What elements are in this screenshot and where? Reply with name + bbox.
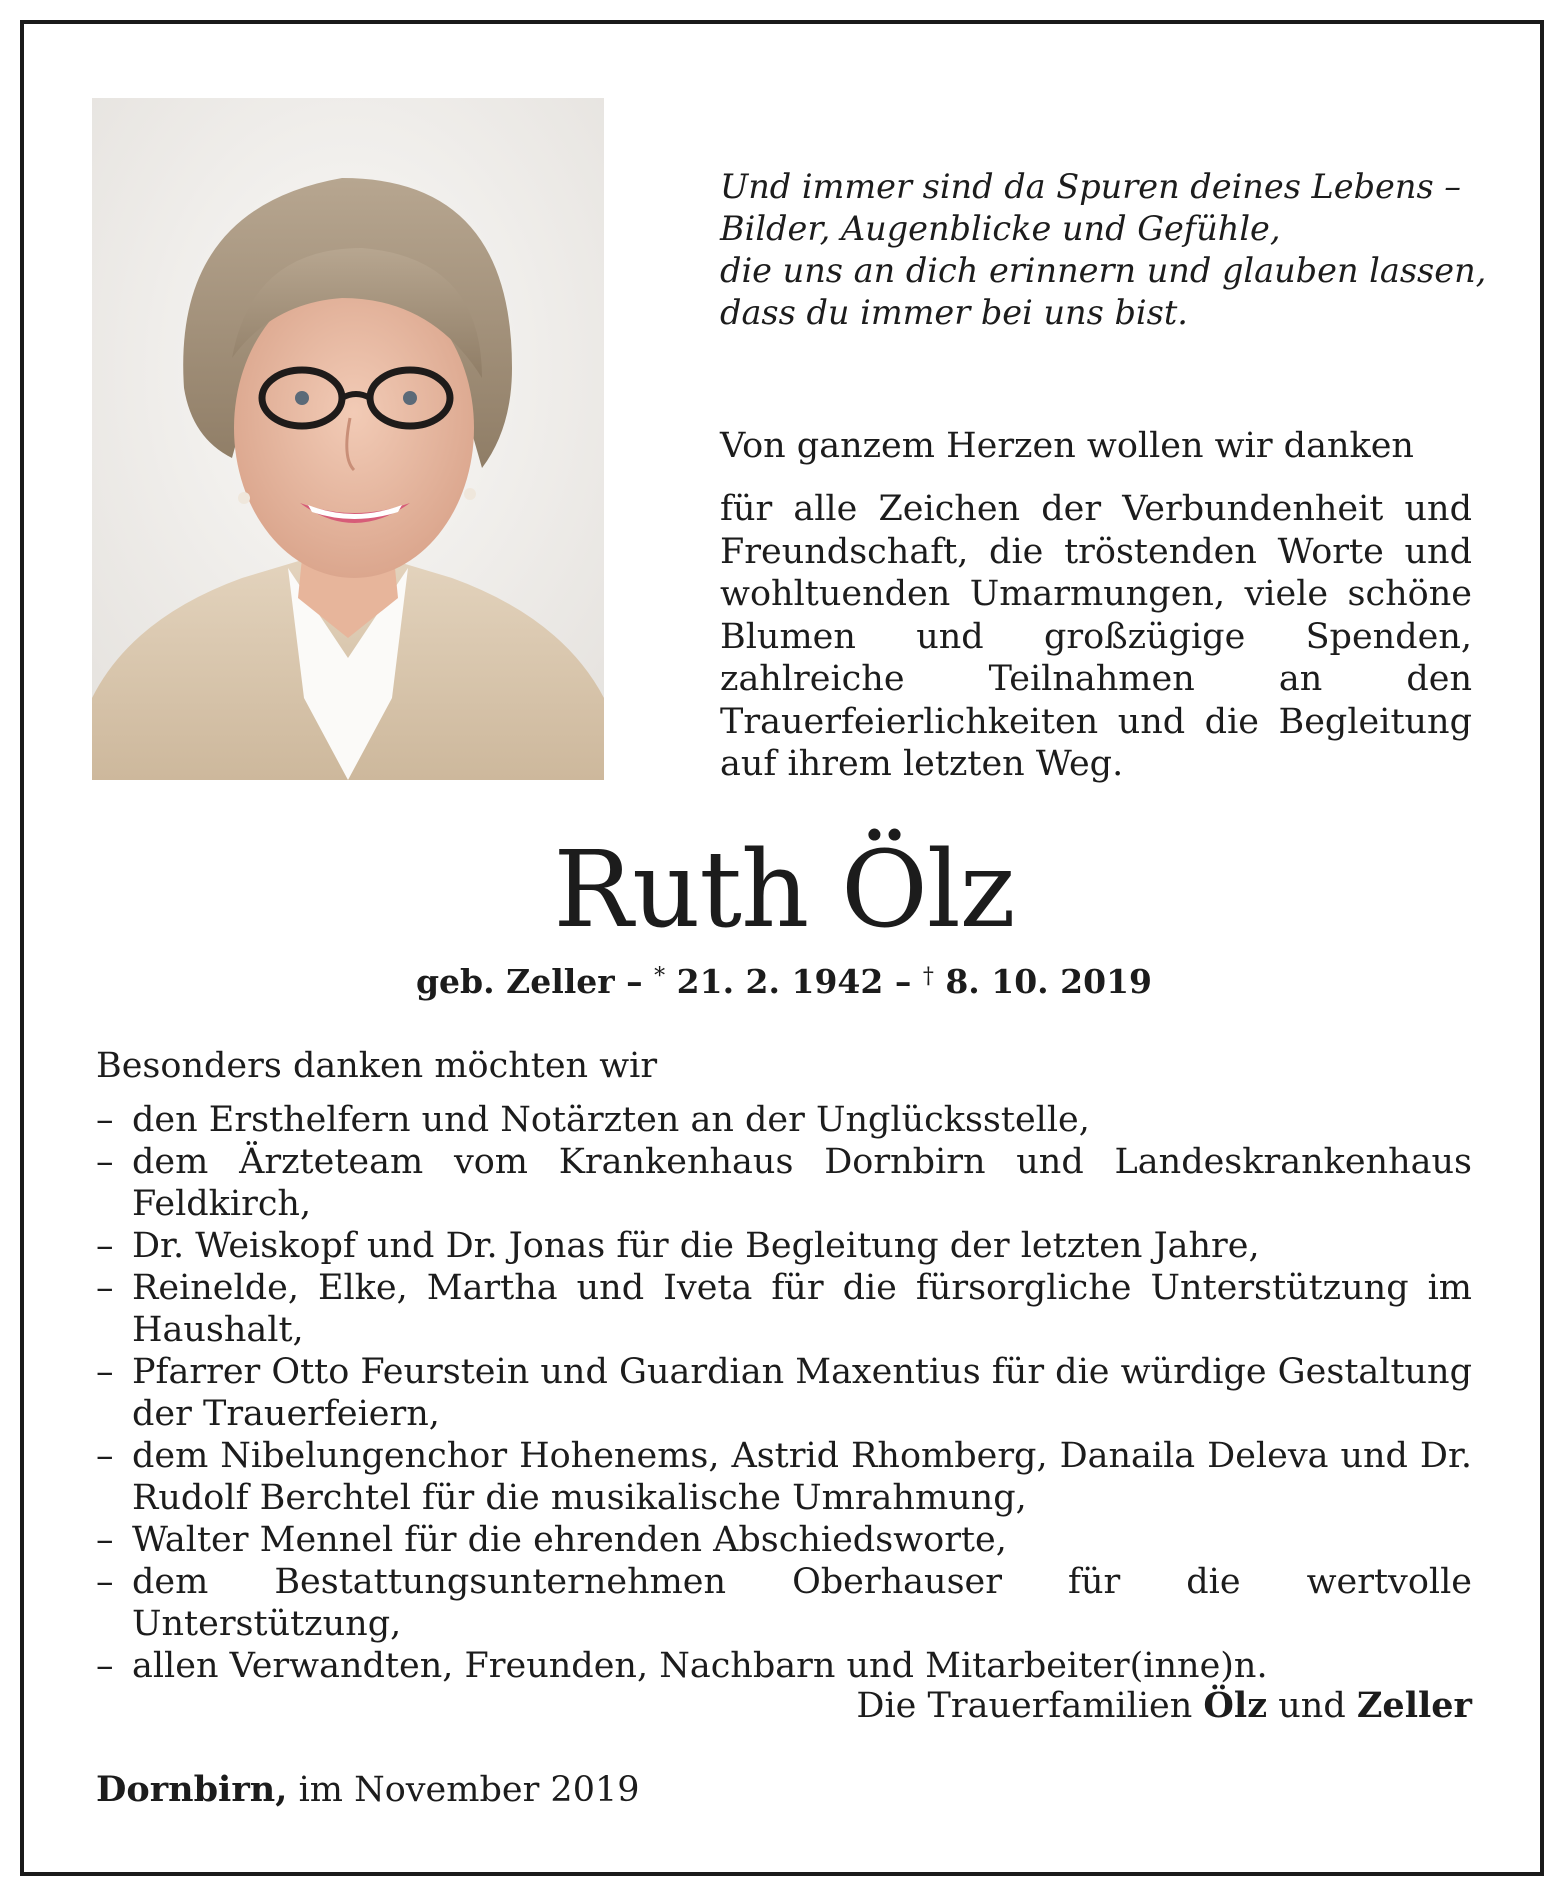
poem-line: die uns an dich erinnern und glauben lassen, <box>720 251 1487 290</box>
list-item: – dem Ärzteteam vom Krankenhaus Dornbirn und Landeskrankenhaus Feldkirch, <box>96 1141 1472 1225</box>
place: Dornbirn, <box>96 1769 288 1810</box>
family-name-zeller: Zeller <box>1356 1685 1472 1726</box>
family-name-oelz: Ölz <box>1203 1685 1268 1726</box>
list-item: – Dr. Weiskopf und Dr. Jonas für die Begleitung der letzten Jahre, <box>96 1225 1472 1267</box>
list-item: – dem Nibelungenchor Hohenems, Astrid Rhomberg, Danaila Deleva und Dr. Rudolf Berchtel für die musikalische Umrahmung, <box>96 1435 1472 1519</box>
family-signature <box>856 1684 1472 1728</box>
life-dates: geb. Zeller – * 21. 2. 1942 – † 8. 10. 2019 <box>415 962 1152 1001</box>
memorial-poem <box>720 166 1487 334</box>
birth-date: 21. 2. 1942 <box>676 962 884 1001</box>
deceased-name: Ruth Ölz <box>553 828 1015 951</box>
list-item: – Pfarrer Otto Feurstein und Guardian Maxentius für die würdige Gestaltung der Trauerfeiern, <box>96 1351 1472 1435</box>
birth-name: geb. Zeller <box>415 962 615 1001</box>
list-item: – Walter Mennel für die ehrenden Abschiedsworte, <box>96 1519 1472 1561</box>
special-thanks-list <box>96 1099 1472 1687</box>
thanks-heading: Von ganzem Herzen wollen wir danken <box>720 426 1414 466</box>
poem-line: Bilder, Augenblicke und Gefühle, <box>720 209 1281 248</box>
poem-line: Und immer sind da Spuren deines Lebens – <box>720 167 1462 206</box>
signature-conjunction: und <box>1278 1686 1346 1726</box>
signature-prefix: Die Trauerfamilien <box>856 1686 1193 1726</box>
thanks-paragraph: für alle Zeichen der Verbundenheit und Freundschaft, die tröstenden Worte und wohltuenden Umarmungen, viele schöne Blumen und großzügige Spenden, zahlreiche Teilnahmen an den Trauerfeierlichkeiten und die Begleitung auf ihrem letzten Weg. <box>720 489 1472 784</box>
special-thanks-intro: Besonders danken möchten wir <box>96 1046 658 1086</box>
portrait-photo <box>92 98 604 780</box>
list-item: – dem Bestattungsunternehmen Oberhauser für die wertvolle Unterstützung, <box>96 1561 1472 1645</box>
poem-line: dass du immer bei uns bist. <box>720 293 1188 332</box>
list-item: – allen Verwandten, Freunden, Nachbarn und Mitarbeiter(inne)n. <box>96 1645 1472 1687</box>
list-item: – Reinelde, Elke, Martha und Iveta für die fürsorgliche Unterstützung im Haushalt, <box>96 1267 1472 1351</box>
place-and-date <box>96 1768 640 1812</box>
died-symbol: † <box>922 964 934 989</box>
date: im November 2019 <box>298 1770 640 1810</box>
born-symbol: * <box>654 964 666 989</box>
death-date: 8. 10. 2019 <box>945 962 1152 1001</box>
list-item: – den Ersthelfern und Notärzten an der Unglücksstelle, <box>96 1099 1472 1141</box>
